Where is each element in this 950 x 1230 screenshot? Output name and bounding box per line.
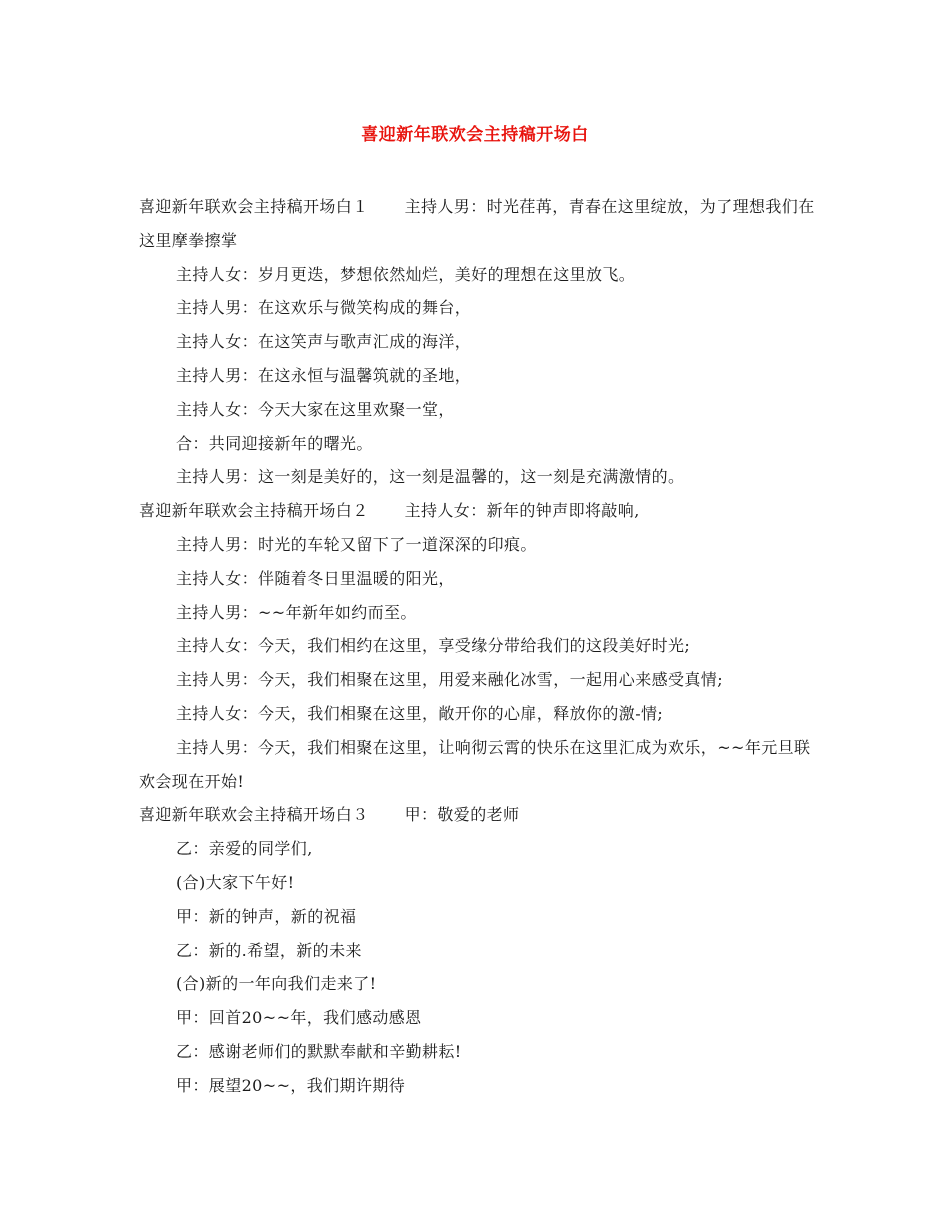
paragraph: 主持人女：岁月更迭，梦想依然灿烂，美好的理想在这里放飞。 — [176, 264, 636, 284]
paragraph: 主持人女：在这笑声与歌声汇成的海洋， — [176, 332, 472, 352]
paragraph: 乙：新的.希望，新的未来 — [176, 940, 362, 960]
paragraph: 合：共同迎接新年的曙光。 — [176, 433, 373, 453]
paragraph-text: 主持人女：新年的钟声即将敲响, — [404, 501, 640, 521]
paragraph: 主持人男：今天，我们相聚在这里，用爱来融化冰雪，一起用心来感受真情; — [176, 670, 723, 690]
paragraph: 主持人男：~~年新年如约而至。 — [176, 602, 417, 622]
paragraph: 主持人男：这一刻是美好的，这一刻是温馨的，这一刻是充满激情的。 — [176, 467, 685, 487]
paragraph: 主持人男：今天，我们相聚在这里，让响彻云霄的快乐在这里汇成为欢乐，~~年元旦联欢会现在开始! — [139, 737, 811, 791]
paragraph: 甲：回首20~~年，我们感动感恩 — [176, 1008, 422, 1028]
section-heading: 喜迎新年联欢会主持稿开场白１ — [139, 197, 369, 216]
paragraph: (合)大家下午好! — [176, 872, 295, 892]
paragraph: (合)新的一年向我们走来了! — [176, 974, 377, 994]
document-body — [139, 190, 819, 1103]
section-heading: 喜迎新年联欢会主持稿开场白２ — [139, 501, 369, 521]
section-2-heading-line — [139, 494, 819, 528]
paragraph: 甲：展望20~~，我们期许期待 — [176, 1075, 406, 1095]
document-title: 喜迎新年联欢会主持稿开场白 — [361, 125, 589, 145]
paragraph: 主持人男：在这永恒与温馨筑就的圣地， — [176, 365, 472, 385]
paragraph: 主持人女：伴随着冬日里温暖的阳光， — [176, 568, 455, 588]
paragraph: 乙：亲爱的同学们, — [176, 839, 313, 859]
paragraph: 主持人女：今天大家在这里欢聚一堂， — [176, 399, 455, 419]
paragraph: 主持人女：今天，我们相聚在这里，敞开你的心扉，释放你的激-情; — [176, 703, 664, 723]
paragraph: 主持人男：在这欢乐与微笑构成的舞台， — [176, 298, 472, 318]
section-1-heading-line — [139, 190, 819, 258]
paragraph: 乙：感谢老师们的默默奉献和辛勤耕耘! — [176, 1041, 462, 1061]
section-3-heading-line — [139, 798, 819, 832]
paragraph: 甲：新的钟声，新的祝福 — [176, 906, 357, 926]
paragraph-text: 甲：敬爱的老师 — [404, 805, 520, 825]
paragraph-text: 主持人男：时光荏苒，青春在这里绽放，为了理想我们在这里摩拳擦掌 — [139, 197, 815, 250]
paragraph: 主持人女：今天，我们相约在这里，享受缘分带给我们的这段美好时光; — [176, 636, 691, 656]
section-heading: 喜迎新年联欢会主持稿开场白３ — [139, 805, 369, 825]
paragraph: 主持人男：时光的车轮又留下了一道深深的印痕。 — [176, 534, 537, 554]
